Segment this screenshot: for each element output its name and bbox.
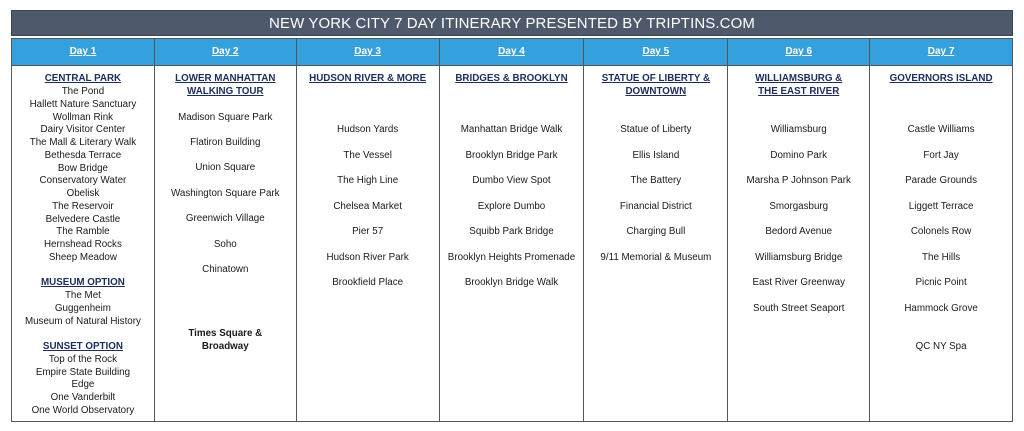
activity-item: Hernshead Rocks — [43, 239, 122, 250]
day-activities — [584, 66, 727, 421]
activity-item: Empire State Building — [35, 367, 131, 378]
activity-item: Squibb Park Bridge — [469, 226, 554, 237]
day-column-7 — [870, 38, 1013, 421]
day-header: Day 7 — [870, 38, 1012, 66]
activity-item: Fort Jay — [923, 150, 959, 161]
activity-item: Chelsea Market — [333, 201, 402, 212]
activity-item: Soho — [213, 239, 237, 250]
activity-item: Wollman Rink — [52, 112, 114, 123]
itinerary-sheet — [11, 10, 1013, 421]
section-title: STATUE OF LIBERTY & — [601, 73, 711, 84]
activity-item: Washington Square Park — [171, 188, 280, 199]
activity-item: Brookfield Place — [332, 277, 404, 288]
activity-item: Top of the Rock — [48, 354, 117, 365]
activity-item: Ellis Island — [632, 150, 680, 161]
activity-item: Conservatory Water — [39, 175, 127, 186]
activity-item: The Reservoir — [52, 201, 114, 212]
day-header: Day 2 — [155, 38, 296, 66]
activity-item: Hudson Yards — [337, 124, 399, 135]
section-title: THE EAST RIVER — [758, 86, 840, 97]
activity-item: The Pond — [61, 86, 105, 97]
day-header: Day 1 — [12, 38, 154, 66]
day-activities — [12, 66, 154, 421]
activity-item: Williamsburg — [770, 124, 827, 135]
section-title: SUNSET OPTION — [42, 341, 123, 352]
activity-item: Greenwich Village — [185, 213, 265, 224]
activity-item: Chinatown — [202, 264, 249, 275]
day-activities — [297, 66, 439, 421]
activity-item: Flatiron Building — [190, 137, 261, 148]
activity-item: Brooklyn Bridge Walk — [464, 277, 559, 288]
activity-item: Explore Dumbo — [477, 201, 546, 212]
activity-item: Guggenheim — [54, 303, 111, 314]
activity-item: The High Line — [337, 175, 399, 186]
day-activities — [155, 66, 296, 421]
activity-item: Financial District — [619, 201, 692, 212]
activity-item: Brooklyn Bridge Park — [465, 150, 558, 161]
highlight-activity: Times Square & — [188, 328, 263, 339]
day-header: Day 4 — [440, 38, 584, 66]
activity-item: Sheep Meadow — [48, 252, 117, 263]
activity-item: Edge — [71, 379, 95, 390]
highlight-activity: Broadway — [201, 341, 249, 352]
activity-item: Brooklyn Heights Promenade — [447, 252, 576, 263]
day-header: Day 6 — [728, 38, 869, 66]
activity-item: The Met — [64, 290, 101, 301]
activity-item: Statue of Liberty — [620, 124, 692, 135]
activity-item: Obelisk — [66, 188, 100, 199]
activity-item: QC NY Spa — [915, 341, 967, 352]
activity-item: Liggett Terrace — [908, 201, 974, 212]
day-activities — [728, 66, 869, 421]
day-header: Day 5 — [584, 38, 727, 66]
activity-item: Hallett Nature Sanctuary — [29, 99, 137, 110]
activity-item: Dumbo View Spot — [472, 175, 551, 186]
activity-item: Domino Park — [770, 150, 828, 161]
section-title: MUSEUM OPTION — [41, 277, 125, 288]
section-title: WALKING TOUR — [187, 86, 264, 97]
activity-item: Union Square — [195, 162, 256, 173]
day-activities — [440, 66, 584, 421]
section-title: WILLIAMSBURG & — [755, 73, 843, 84]
activity-item: One World Observatory — [31, 405, 135, 416]
activity-item: Manhattan Bridge Walk — [460, 124, 563, 135]
activity-item: Bedord Avenue — [765, 226, 833, 237]
activity-item: Williamsburg Bridge — [755, 252, 843, 263]
day-column-2 — [155, 38, 297, 421]
activity-item: Bethesda Terrace — [44, 150, 122, 161]
activity-item: Belvedere Castle — [45, 214, 121, 225]
activity-item: Hammock Grove — [904, 303, 978, 314]
activity-item: South Street Seaport — [752, 303, 845, 314]
activity-item: The Vessel — [343, 150, 392, 161]
activity-item: Marsha P Johnson Park — [746, 175, 851, 186]
activity-item: The Hills — [922, 252, 961, 263]
activity-item: Castle Williams — [907, 124, 975, 135]
activity-item: The Ramble — [56, 226, 110, 237]
section-title: BRIDGES & BROOKLYN — [455, 73, 568, 84]
day-column-3 — [297, 38, 440, 421]
activity-item: Picnic Point — [915, 277, 967, 288]
itinerary-banner: NEW YORK CITY 7 DAY ITINERARY PRESENTED BY TRIPTINS.COM — [11, 10, 1013, 36]
day-column-5 — [584, 38, 728, 421]
activity-item: Smorgasburg — [769, 201, 829, 212]
activity-item: Parade Grounds — [905, 175, 978, 186]
activity-item: Madison Square Park — [178, 112, 273, 123]
day-column-1 — [12, 38, 155, 421]
section-title: DOWNTOWN — [625, 86, 687, 97]
activity-item: Bow Bridge — [57, 163, 108, 174]
day-activities — [870, 66, 1012, 421]
day-column-4 — [440, 38, 585, 421]
activity-item: Colonels Row — [910, 226, 972, 237]
activity-item: Charging Bull — [626, 226, 686, 237]
activity-item: The Mall & Literary Walk — [29, 137, 137, 148]
activity-item: The Battery — [630, 175, 682, 186]
section-title: HUDSON RIVER & MORE — [309, 73, 427, 84]
activity-item: Museum of Natural History — [24, 316, 141, 327]
activity-item: 9/11 Memorial & Museum — [600, 252, 712, 263]
day-column-6 — [728, 38, 870, 421]
activity-item: Dairy Visitor Center — [40, 124, 126, 135]
section-title: LOWER MANHATTAN — [175, 73, 276, 84]
activity-item: Pier 57 — [352, 226, 384, 237]
activity-item: East River Greenway — [752, 277, 845, 288]
activity-item: One Vanderbilt — [50, 392, 116, 403]
activity-item: Hudson River Park — [326, 252, 409, 263]
day-header: Day 3 — [297, 38, 439, 66]
itinerary-table — [11, 38, 1013, 422]
section-title: GOVERNORS ISLAND — [889, 73, 993, 84]
section-title: CENTRAL PARK — [44, 73, 122, 84]
